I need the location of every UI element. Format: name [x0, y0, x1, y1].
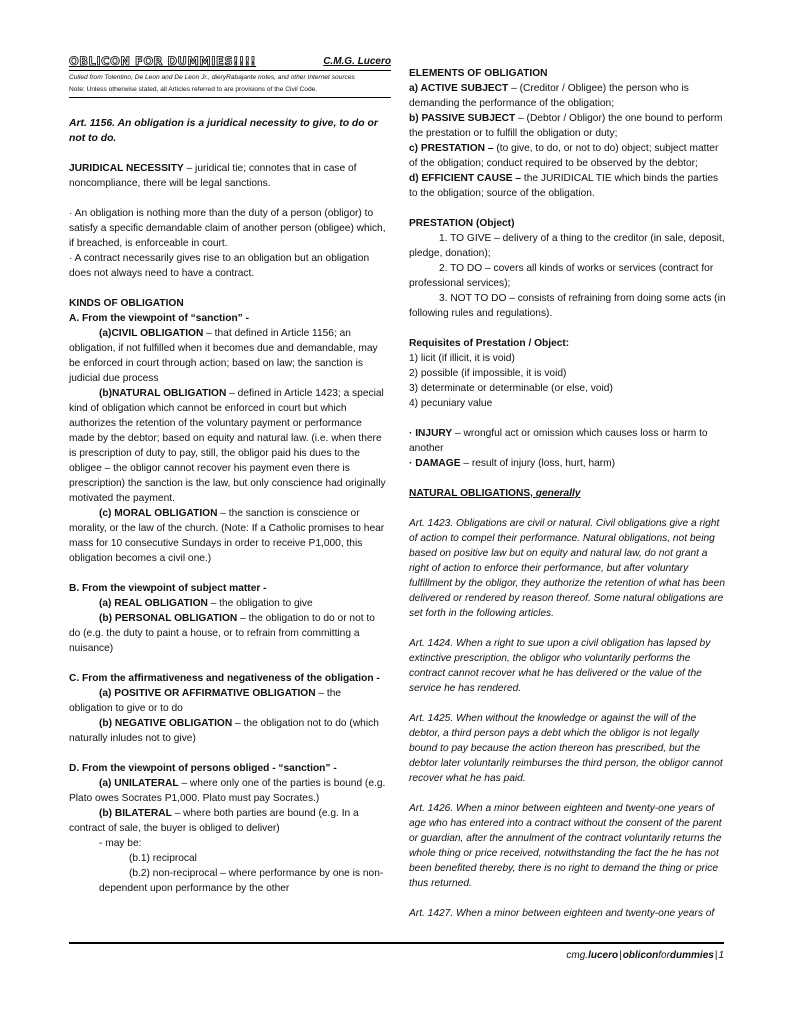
term: d) EFFICIENT CAUSE –	[409, 173, 522, 184]
footer-dummies: dummies	[669, 950, 714, 961]
negative-obligation	[69, 716, 387, 746]
document-title: OBLICON FOR DUMMIES!!!!	[69, 54, 257, 68]
personal-obligation	[69, 611, 387, 656]
footer-name: lucero	[588, 950, 619, 961]
prestation-to-do: 2. TO DO – covers all kinds of works or services (contract for professional services);	[409, 263, 714, 289]
heading-text: NATURAL OBLIGATIONS,	[409, 488, 536, 499]
term: · DAMAGE	[409, 458, 461, 469]
bullet-contract: · A contract necessarily gives rise to an obligation but an obligation does not always need to have a contract.	[69, 253, 370, 279]
articles-note: Note: Unless otherwise stated, all Articles referred to are provisions of the Civil Code.	[69, 84, 391, 98]
term: · INJURY	[409, 428, 453, 439]
prestation-element	[409, 141, 727, 171]
natural-obligations-heading	[409, 486, 727, 501]
term: (a) POSITIVE OR AFFIRMATIVE OBLIGATION	[99, 688, 316, 699]
page-footer	[566, 950, 724, 961]
right-column	[409, 66, 727, 921]
definition: – that defined in Article 1156; an obligation, if not fulfilled when it becomes due and demandable, may be enforced in court through action; based on law; the sanction is judicial due process	[69, 328, 378, 384]
article-1424: Art. 1424. When a right to sue upon a civil obligation has lapsed by extinctive prescription, the obligor who voluntarily performs the contract cannot recover what he has delivered or the value of the service he has rendered.	[409, 638, 711, 694]
definition: – the obligation not to do (which naturally inludes not to give)	[69, 718, 379, 744]
article-1427: Art. 1427. When a minor between eighteen and twenty-one years of	[409, 908, 715, 919]
term: (b) PERSONAL OBLIGATION	[99, 613, 238, 624]
elements-heading: ELEMENTS OF OBLIGATION	[409, 68, 548, 79]
positive-obligation	[69, 686, 387, 716]
requisite-pecuniary: 4) pecuniary value	[409, 398, 493, 409]
prestation-to-give: 1. TO GIVE – delivery of a thing to the creditor (in sale, deposit, pledge, donation);	[409, 233, 725, 259]
section-a-heading: A. From the viewpoint of “sanction” -	[69, 313, 249, 324]
heading-italic: generally	[535, 488, 581, 499]
definition: – the obligation to give or to do	[69, 688, 342, 714]
passive-subject	[409, 111, 727, 141]
definition: – defined in Article 1423; a special kind of obligation which cannot be enforced in court but which authorizes the retention of the voluntary payment or performance made by the debtor; based on equity and natural law. (i.e. when there is prescription of duty to pay, still, the obligor paid his dues to the obligee – the obligor cannot recover his payment even there is prescription) the sanction is the law, but only conscience had originally motivated the payment.	[69, 388, 386, 504]
footer-for: for	[658, 950, 670, 961]
bullet-obligation-duty: · An obligation is nothing more than the duty of a person (obligor) to satisfy a specific demandable claim of another person (obligee) which, if breached, is enforceable in court.	[69, 208, 386, 249]
article-1426: Art. 1426. When a minor between eighteen and twenty-one years of age who has entered into a contract without the consent of the parent or guardian, after the annulment of the contract voluntarily returns the whole thing or price received, notwithstanding the fact the he has not been benefited thereby, there is no right to demand the thing or price thus returned.	[409, 803, 722, 889]
definition: – result of injury (loss, hurt, harm)	[460, 458, 616, 469]
injury-definition	[409, 426, 727, 456]
document-header	[69, 54, 391, 71]
section-d-heading: D. From the viewpoint of persons obliged - “sanction” -	[69, 763, 337, 774]
term: (b)NATURAL OBLIGATION	[99, 388, 227, 399]
term: (b) BILATERAL	[99, 808, 172, 819]
article-1156: Art. 1156. An obligation is a juridical necessity to give, to do or not to do.	[69, 118, 378, 144]
definition: – the obligation to do or not to do (e.g. the duty to paint a house, or to refrain from committing a nuisance)	[69, 613, 375, 654]
definition: – (Creditor / Obligee) the person who is demanding the performance of the obligation;	[409, 83, 689, 109]
definition: – where only one of the parties is bound (e.g. Plato owes Socrates P1,000. Plato must pay Socrates.)	[69, 778, 386, 804]
section-c-heading: C. From the affirmativeness and negativeness of the obligation -	[69, 673, 380, 684]
term: (a) REAL OBLIGATION	[99, 598, 208, 609]
definition: – wrongful act or omission which causes loss or harm to another	[409, 428, 708, 454]
footer-separator-2: |	[714, 950, 718, 961]
footer-oblicon: oblicon	[622, 950, 659, 961]
prestation-not-to-do: 3. NOT TO DO – consists of refraining from doing some acts (in following rules and regulations).	[409, 293, 726, 319]
definition: the JURIDICAL TIE which binds the parties to the obligation; source of the obligation.	[409, 173, 719, 199]
footer-separator: |	[619, 950, 622, 961]
term: (b) NEGATIVE OBLIGATION	[99, 718, 233, 729]
article-1423: Art. 1423. Obligations are civil or natural. Civil obligations give a right of action to compel their performance. Natural obligations, not being based on positive law but on equity and natural law, do not grant a right of action to enforce their performance, but after voluntary fulfillment by the obligor, they authorize the retention of what has been delivered or rendered by reason thereof. Some natural obligations are set forth in the following articles.	[409, 518, 726, 619]
section-b-heading: B. From the viewpoint of subject matter -	[69, 583, 267, 594]
natural-obligation	[69, 386, 387, 506]
term: JURIDICAL NECESSITY	[69, 163, 184, 174]
page-number: 1	[718, 950, 724, 961]
unilateral-obligation	[69, 776, 387, 806]
juridical-necessity-para	[69, 161, 387, 191]
bilateral-obligation	[69, 806, 387, 836]
kinds-heading: KINDS OF OBLIGATION	[69, 298, 184, 309]
term: c) PRESTATION –	[409, 143, 494, 154]
footer-prefix: cmg.	[566, 950, 589, 961]
moral-obligation	[69, 506, 387, 566]
damage-definition	[409, 456, 727, 471]
may-be-label: - may be:	[99, 838, 142, 849]
active-subject	[409, 81, 727, 111]
term: a) ACTIVE SUBJECT	[409, 83, 509, 94]
definition: – where both parties are bound (e.g. In a contract of sale, the buyer is obliged to deliver)	[69, 808, 359, 834]
definition: – the obligation to give	[207, 598, 313, 609]
article-1425: Art. 1425. When without the knowledge or against the will of the debtor, a third person pays a debt which the obligor is not legally bound to pay because the action thereon has prescribed, but the debtor later voluntarily reimburses the third person, the obligor cannot recover what he has paid.	[409, 713, 723, 784]
reciprocal-item: (b.1) reciprocal	[129, 853, 197, 864]
term: b) PASSIVE SUBJECT	[409, 113, 516, 124]
term: (a)CIVIL OBLIGATION	[99, 328, 204, 339]
definition: – the sanction is conscience or morality, or the law of the church. (Note: If a Catholic promises to hear mass for 10 consecutive Sundays in order to receive P1,000, this obligation becomes a civil one.)	[69, 508, 385, 564]
requisite-possible: 2) possible (if impossible, it is void)	[409, 368, 567, 379]
author-name: C.M.G. Lucero	[323, 56, 391, 67]
requisite-determinate: 3) determinate or determinable (or else, void)	[409, 383, 613, 394]
requisites-heading: Requisites of Prestation / Object:	[409, 338, 570, 349]
definition: – juridical tie; connotes that in case of noncompliance, there will be legal sanctions.	[69, 163, 357, 189]
left-column	[69, 54, 391, 896]
civil-obligation	[69, 326, 387, 386]
definition: – (Debtor / Obligor) the one bound to perform the prestation or to fulfill the obligation or duty;	[409, 113, 723, 139]
prestation-heading: PRESTATION (Object)	[409, 218, 515, 229]
requisite-licit: 1) licit (if illicit, it is void)	[409, 353, 515, 364]
footer-divider	[69, 942, 724, 944]
efficient-cause	[409, 171, 727, 201]
non-reciprocal-item: (b.2) non-reciprocal – where performance by one is non-dependent upon performance by the other	[99, 868, 384, 894]
real-obligation	[69, 596, 387, 611]
term: (a) UNILATERAL	[99, 778, 179, 789]
term: (c) MORAL OBLIGATION	[99, 508, 218, 519]
source-note: Culled from Tolentino, De Leon and De Leon Jr., dieryRabajante notes, and other Internet sources	[69, 74, 355, 81]
definition: (to give, to do, or not to do) object; subject matter of the obligation; conduct required to be observed by the debtor;	[409, 143, 719, 169]
